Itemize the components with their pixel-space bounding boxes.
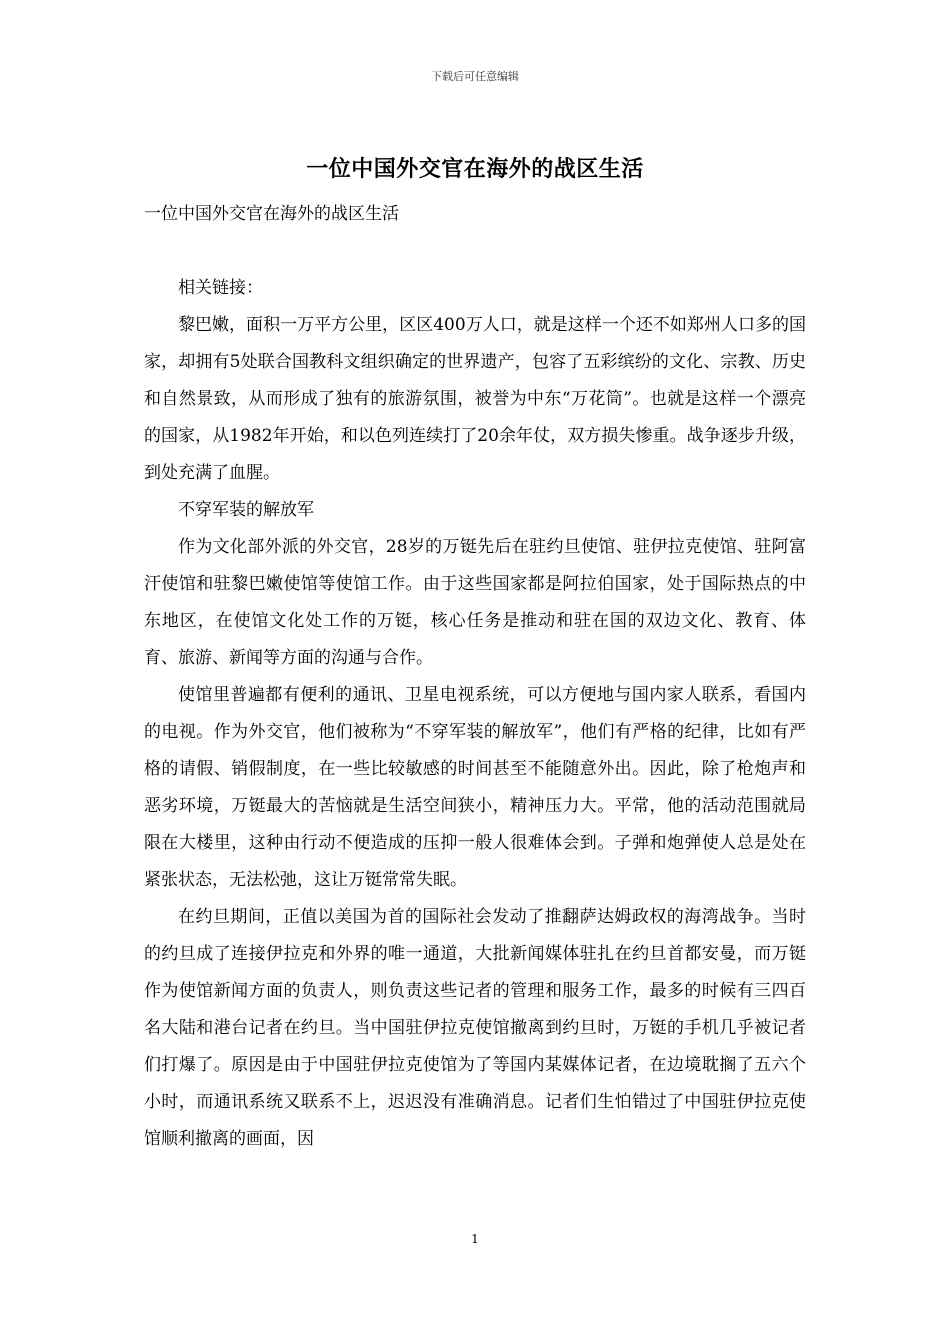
paragraph-diplomat-role: 作为文化部外派的外交官，28岁的万铤先后在驻约旦使馆、驻伊拉克使馆、驻阿富汗使馆和驻黎巴嫩使馆等使馆工作。由于这些国家都是阿拉伯国家，处于国际热点的中东地区，在使馆文化处工作的万铤，核心任务是推动和驻在国的双边文化、教育、体育、旅游、新闻等方面的沟通与合作。 xyxy=(144,537,806,668)
paragraph-embassy-life: 使馆里普遍都有便利的通讯、卫星电视系统，可以方便地与国内家人联系，看国内的电视。作为外交官，他们被称为“不穿军装的解放军”，他们有严格的纪律，比如有严格的请假、销假制度，在一些比较敏感的时间甚至不能随意外出。因此，除了枪炮声和恶劣环境，万铤最大的苦恼就是生活空间狭小，精神压力大。平常，他的活动范围就局限在大楼里，这种由行动不便造成的压抑一般人很难体会到。子弹和炮弹使人总是处在紧张状态，无法松弛，这让万铤常常失眠。 xyxy=(144,685,806,890)
section-heading: 不穿军装的解放军 xyxy=(178,500,314,520)
paragraph-lebanon-intro: 黎巴嫩，面积一万平方公里，区区400万人口，就是这样一个还不如郑州人口多的国家，却拥有5处联合国教科文组织确定的世界遗产，包容了五彩缤纷的文化、宗教、历史和自然景致，从而形成了独有的旅游氛围，被誉为中东“万花筒”。也就是这样一个漂亮的国家，从1982年开始，和以色列连续打了20余年仗，双方损失惨重。战争逐步升级，到处充满了血腥。 xyxy=(144,315,806,483)
paragraph-related-links: 相关链接： xyxy=(178,278,263,298)
blank-line xyxy=(144,233,806,270)
paragraph-jordan-period: 在约旦期间，正值以美国为首的国际社会发动了推翻萨达姆政权的海湾战争。当时的约旦成了连接伊拉克和外界的唯一通道，大批新闻媒体驻扎在约旦首都安曼，而万铤作为使馆新闻方面的负责人，则负责这些记者的管理和服务工作，最多的时候有三四百名大陆和港台记者在约旦。当中国驻伊拉克使馆撤离到约旦时，万铤的手机几乎被记者们打爆了。原因是由于中国驻伊拉克使馆为了等国内某媒体记者，在边境耽搁了五六个小时，而通讯系统又联系不上，迟迟没有准确消息。记者们生怕错过了中国驻伊拉克使馆顺利撤离的画面，因 xyxy=(144,907,806,1149)
document-subtitle: 一位中国外交官在海外的战区生活 xyxy=(144,204,399,224)
document-body xyxy=(144,196,806,1158)
header-note: 下载后可任意编辑 xyxy=(431,70,519,83)
document-title: 一位中国外交官在海外的战区生活 xyxy=(306,157,644,182)
page-number: 1 xyxy=(471,1232,479,1246)
